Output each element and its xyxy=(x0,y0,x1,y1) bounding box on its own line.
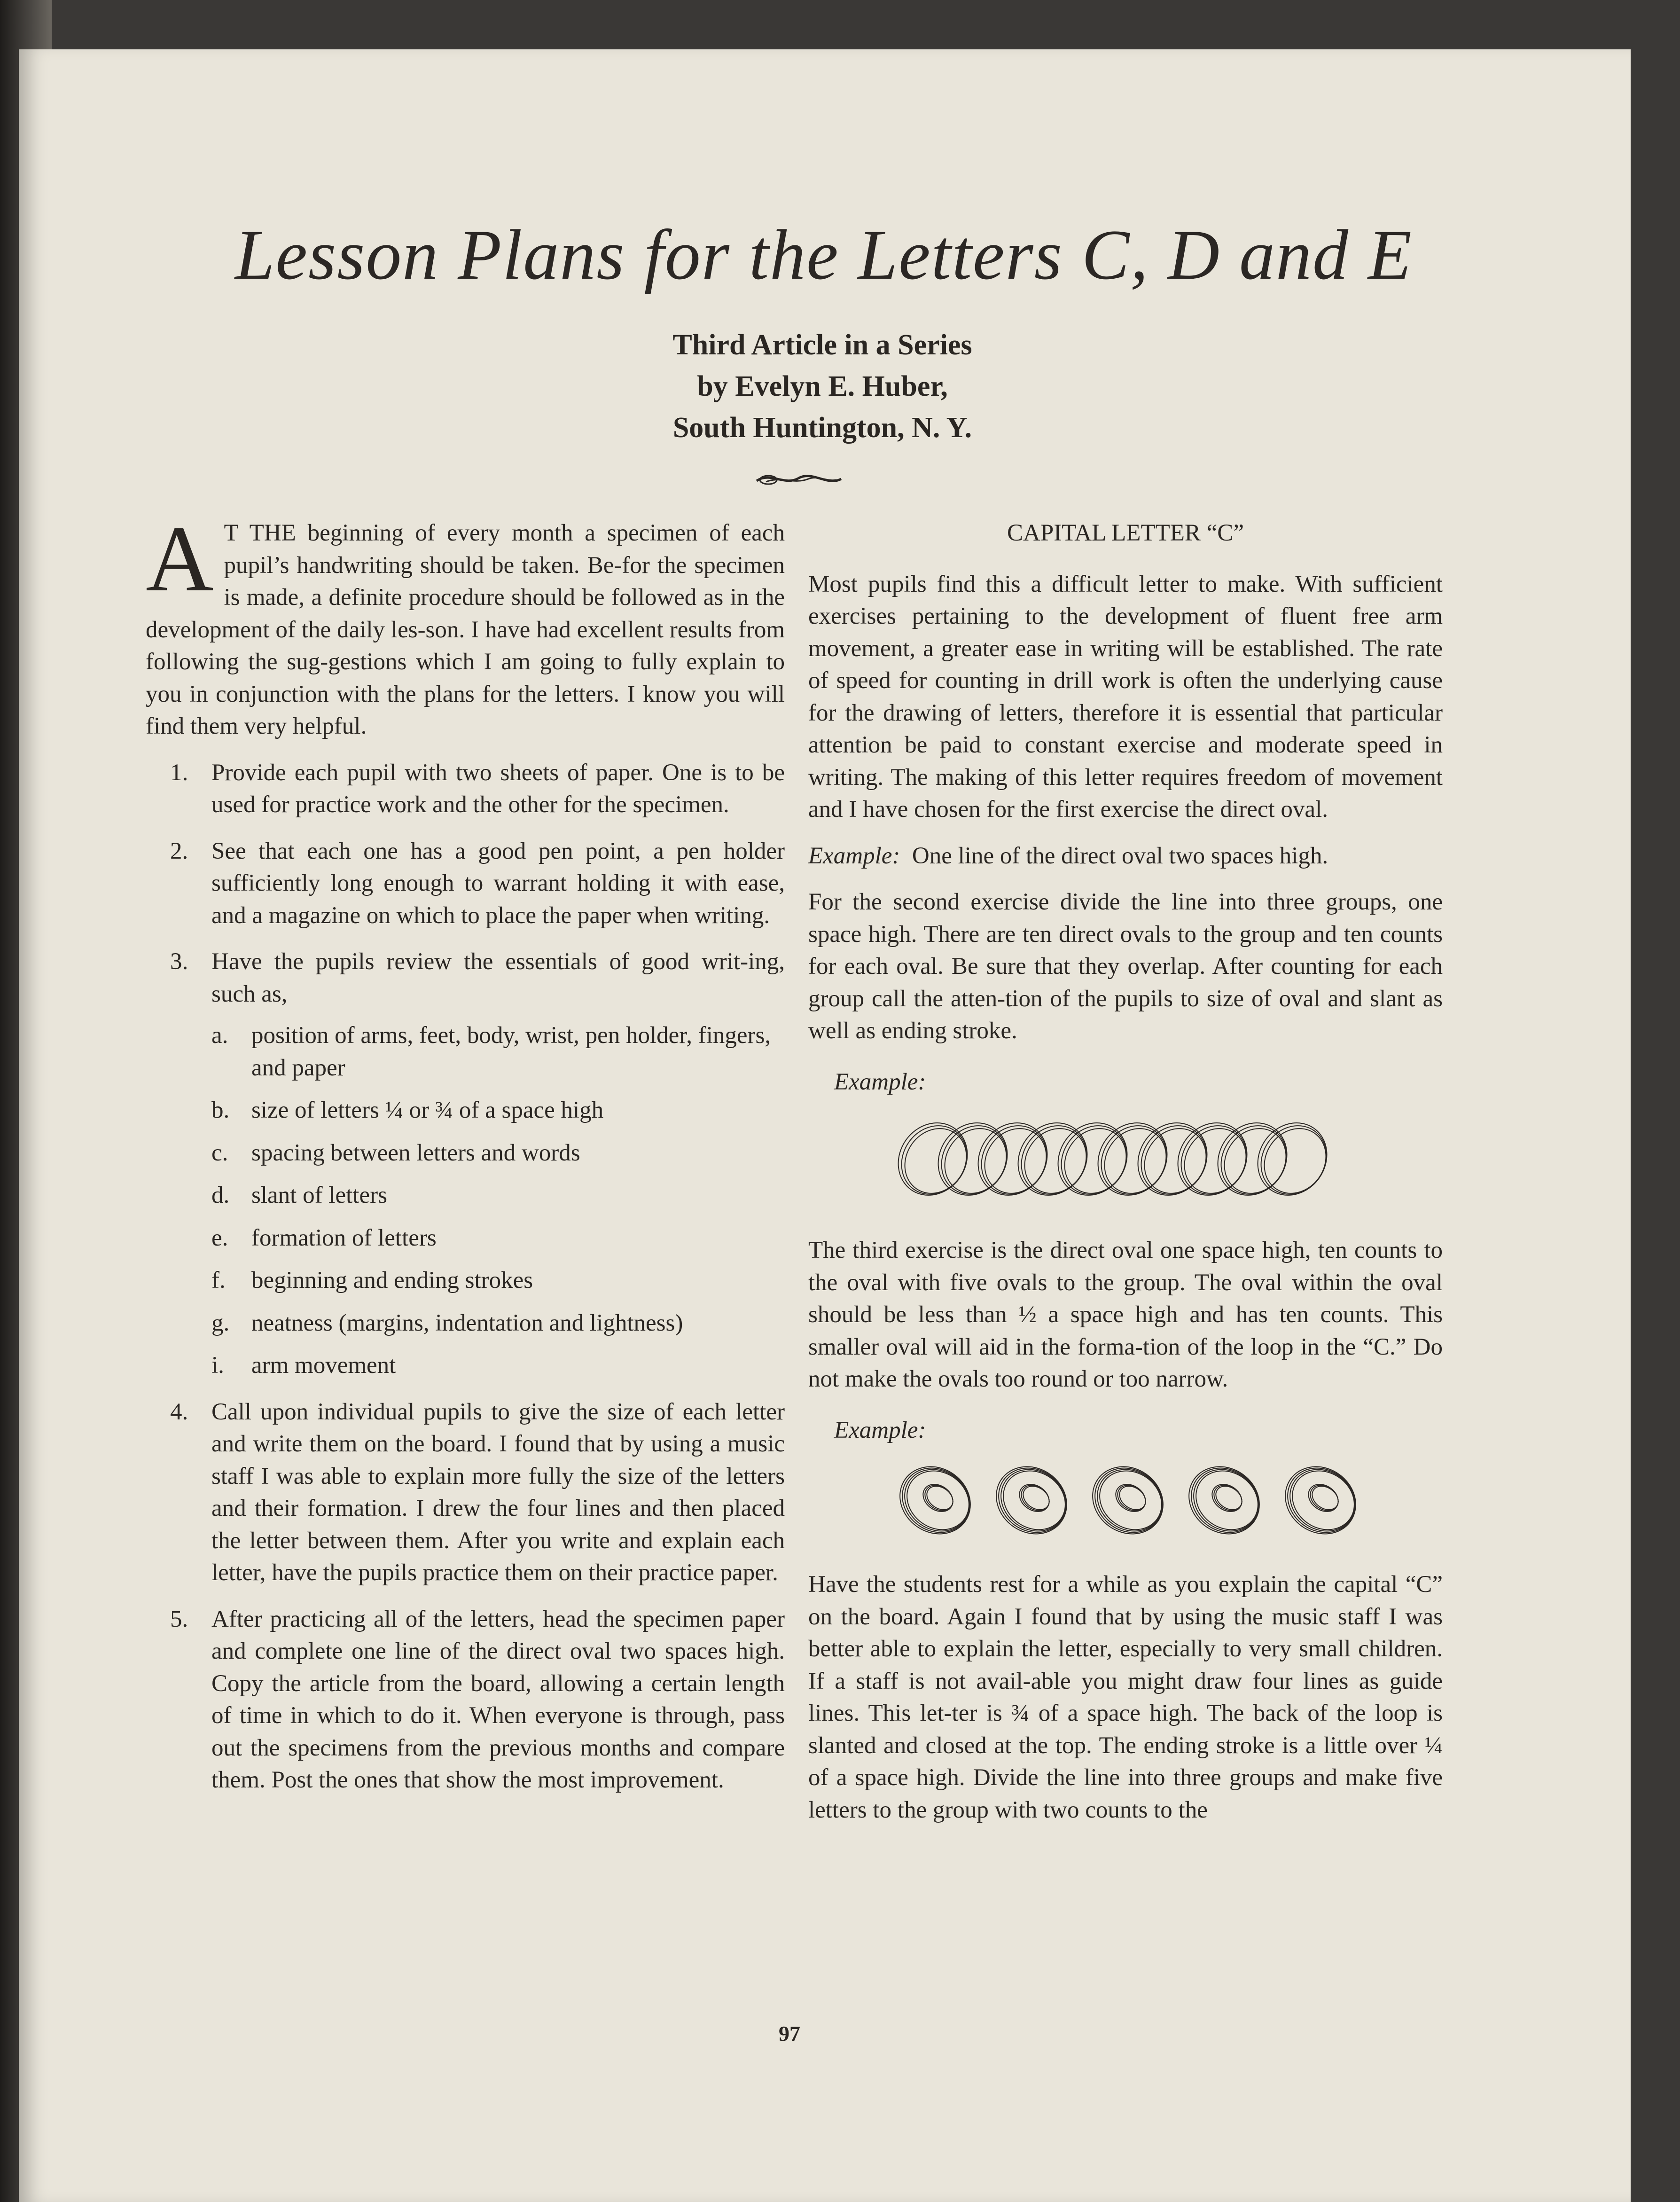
sub-letter: e. xyxy=(211,1224,228,1251)
intro-paragraph xyxy=(146,507,785,743)
outer-oval-stroke xyxy=(892,1460,981,1540)
item-number: 4. xyxy=(170,1398,188,1425)
intro-text: T THE beginning of every month a specimen of each pupil’s handwriting should be taken. Be-for the specimen is made, a definite procedure should be followed as in the development of the daily les-son. I have had excellent results from following the sug-gestions which I am going to fully explain to you in conjunction with the plans for the letters. I know you will find them very helpful. xyxy=(146,520,785,739)
paragraph: Most pupils find this a difficult letter to make. With sufficient exercises pertaining to the development of fluent free arm movement, a greater ease in writing will be established. The rate of speed for counting in drill work is often the underlying cause for the drawing of letters, therefore it is essential that particular attention be paid to constant exercise and moderate speed in writing. The making of this letter requires freedom of movement and I have chosen for the first exercise the direct oval. xyxy=(808,571,1443,823)
oval-stroke xyxy=(932,1116,1019,1205)
numbered-list xyxy=(146,757,785,1796)
item-number: 2. xyxy=(170,838,188,864)
byline xyxy=(564,324,1081,448)
oval-stroke xyxy=(1012,1116,1099,1205)
item-number: 1. xyxy=(170,759,188,786)
oval-stroke xyxy=(1212,1116,1298,1205)
sub-letter: d. xyxy=(211,1182,230,1208)
outer-oval-stroke xyxy=(1185,1460,1270,1540)
section-heading: CAPITAL LETTER “C” xyxy=(1007,520,1244,546)
paragraph: The third exercise is the direct oval one space high, ten counts to the oval with five ovals to the group. The oval within the oval should be less than ½ a space high and has ten counts. This smaller oval will aid in the forma-tion of the loop in the “C.” Do not make the ovals too round or too narrow. xyxy=(808,1237,1443,1392)
sub-text: spacing between letters and words xyxy=(251,1139,580,1166)
list-item xyxy=(146,946,785,1382)
series-line: Third Article in a Series xyxy=(672,329,972,361)
oval-stroke xyxy=(1252,1116,1338,1205)
sub-text: beginning and ending strokes xyxy=(251,1267,533,1293)
essentials-sublist xyxy=(211,1019,785,1382)
sublist-item xyxy=(211,1264,785,1297)
oval-stroke xyxy=(1132,1116,1219,1205)
oval-stroke xyxy=(972,1116,1059,1205)
author-line: by Evelyn E. Huber, xyxy=(697,370,948,402)
page-number: 97 xyxy=(779,2022,800,2045)
sub-text: arm movement xyxy=(251,1352,396,1379)
sub-letter: g. xyxy=(211,1309,230,1336)
sublist-item xyxy=(211,1137,785,1169)
sub-text: position of arms, feet, body, wrist, pen holder, fingers, and paper xyxy=(251,1022,771,1081)
example-label: Example: xyxy=(834,1068,926,1095)
oval-stroke xyxy=(1092,1116,1179,1205)
sublist-item xyxy=(211,1222,785,1254)
outer-oval-stroke xyxy=(1085,1460,1174,1540)
sub-letter: b. xyxy=(211,1097,230,1123)
sublist-item xyxy=(211,1307,785,1340)
example-label: Example: xyxy=(808,842,900,869)
outer-oval-stroke xyxy=(992,1460,1077,1540)
paragraph: For the second exercise divide the line into three groups, one space high. There are ten direct ovals to the group and ten counts for each oval. Be sure that they overlap. After counting for each group call the atten-tion of the pupils to size of oval and slant as well as ending stroke. xyxy=(808,889,1443,1044)
list-item xyxy=(146,1603,785,1796)
overlapping-ovals-figure xyxy=(891,1112,1360,1206)
item-number: 3. xyxy=(170,948,188,975)
example-line xyxy=(808,840,1443,872)
example-label: Example: xyxy=(834,1417,926,1443)
outer-oval-stroke xyxy=(1278,1460,1367,1540)
sublist-item xyxy=(211,1094,785,1127)
paragraph: Have the students rest for a while as you explain the capital “C” on the board. Again I found that by using the music staff I was better able to explain the letter, especially to very small children. If a staff is not avail-able you might draw four lines as guide lines. This let-ter is ¾ of a space high. The back of the loop is slanted and closed at the top. The ending stroke is a little over ¼ of a space high. Divide the line into three groups and make five letters to the group with two counts to the xyxy=(808,1571,1443,1823)
outer-oval-stroke xyxy=(1281,1460,1366,1540)
sublist-item xyxy=(211,1349,785,1382)
oval-stroke xyxy=(892,1116,979,1205)
item-number: 5. xyxy=(170,1606,188,1632)
location-line: South Huntington, N. Y. xyxy=(672,412,972,444)
item-text: Have the pupils review the essentials of good writ-ing, such as, xyxy=(211,948,785,1007)
ornament-icon xyxy=(752,468,846,491)
outer-oval-stroke xyxy=(1181,1460,1270,1540)
left-column xyxy=(146,507,785,1810)
nested-ovals-figure xyxy=(879,1460,1372,1540)
list-item xyxy=(146,1396,785,1589)
outer-oval-stroke xyxy=(989,1460,1078,1540)
sub-letter: f. xyxy=(211,1267,226,1293)
sub-letter: c. xyxy=(211,1139,228,1166)
sub-text: neatness (margins, indentation and lightness) xyxy=(251,1309,683,1336)
sub-text: formation of letters xyxy=(251,1224,437,1251)
example-text: One line of the direct oval two spaces high. xyxy=(912,842,1328,869)
oval-stroke xyxy=(1172,1116,1258,1205)
page-title: Lesson Plans for the Letters C, D and E xyxy=(235,215,1413,294)
right-column xyxy=(808,517,1443,1840)
sub-text: slant of letters xyxy=(251,1182,387,1208)
item-text: After practicing all of the letters, head the specimen paper and complete one line of the direct oval two spaces high. Copy the article from the board, allowing a certain length of time in which to do it. When everyone is through, pass out the specimens from the previous months and compare them. Post the ones that show the most improvement. xyxy=(211,1606,785,1793)
drop-cap: A xyxy=(146,507,214,611)
item-text: Provide each pupil with two sheets of paper. One is to be used for practice work and the other for the specimen. xyxy=(211,759,785,818)
sublist-item xyxy=(211,1179,785,1212)
sub-text: size of letters ¼ or ¾ of a space high xyxy=(251,1097,604,1123)
outer-oval-stroke xyxy=(896,1460,981,1540)
item-text: Call upon individual pupils to give the size of each letter and write them on the board. I found that by using a music staff I was able to explain more fully the size of the letters and their formation. I drew the four lines and then placed the letter between them. After you write and explain each letter, have the pupils practice them on their practice paper. xyxy=(211,1398,785,1586)
sub-letter: a. xyxy=(211,1022,228,1049)
list-item xyxy=(146,835,785,932)
sub-letter: i. xyxy=(211,1352,224,1379)
sublist-item xyxy=(211,1019,785,1084)
oval-stroke xyxy=(1052,1116,1139,1205)
outer-oval-stroke xyxy=(1088,1460,1173,1540)
item-text: See that each one has a good pen point, a pen holder sufficiently long enough to warrant holding it with ease, and a magazine on which to place the paper when writing. xyxy=(211,838,785,929)
list-item xyxy=(146,757,785,821)
